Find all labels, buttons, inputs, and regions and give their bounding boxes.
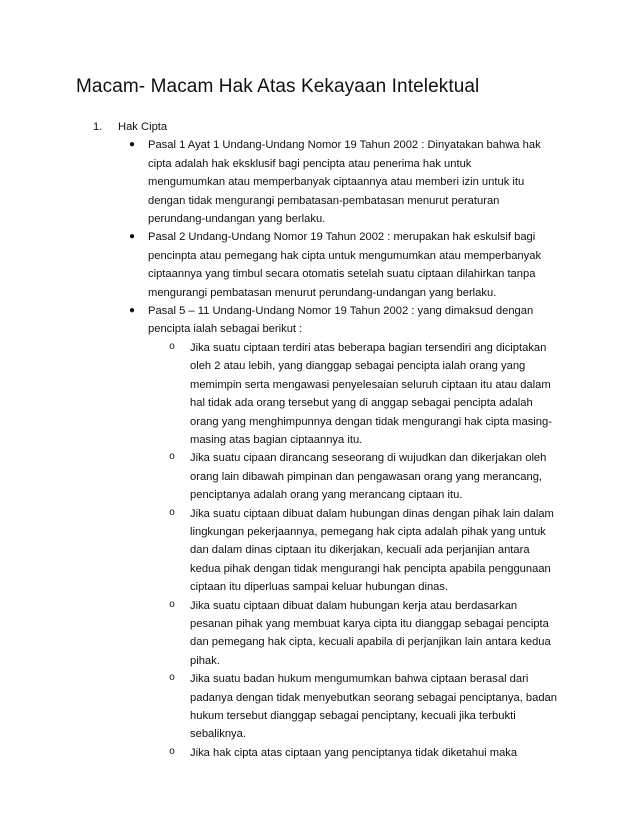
list-item-line: mengurangi pembatasan menurut perundang-undangan yang berlaku.	[148, 286, 497, 299]
circle-bullet-icon: o	[169, 673, 176, 685]
sub-list-item	[169, 339, 570, 449]
sub-list-item-line: Jika suatu ciptaan dibuat dalam hubungan dinas dengan pihak lain dalam	[190, 507, 554, 520]
sub-list-item-line: orang yang menghimpunnya dengan tidak mengurangi hak cipta masing-	[190, 415, 552, 428]
sub-list-item	[169, 449, 570, 504]
sub-list-item-line: orang lain dibawah pimpinan dan pengawasan orang yang merancang,	[190, 470, 543, 483]
list-item-line: Pasal 5 – 11 Undang-Undang Nomor 19 Tahun 2002 : yang dimaksud dengan	[148, 305, 534, 318]
sub-list-item-line: hal tidak ada orang tersebut yang di anggap sebagai pencipta adalah	[190, 397, 533, 410]
sub-list-item-line: hukum tersebut dianggap sebagai penciptany, kecuali jika terbukti	[190, 710, 516, 722]
sub-list-item-line: memimpin serta mengawasi penyelesaian seluruh ciptaan itu atau dalam	[190, 378, 551, 391]
list-item-line: perundang-undangan yang berlaku.	[148, 213, 326, 226]
list-item-line: pencinpta atau pemegang hak cipta untuk mengumumkan atau memperbanyak	[148, 249, 542, 262]
list-item-line: ciptaannya yang timbul secara otomatis setelah suatu ciptaan dilahirkan tanpa	[148, 268, 536, 281]
sub-list-item-line: masing atas bagian ciptaannya itu.	[190, 433, 363, 446]
section-hak-cipta	[93, 118, 558, 136]
sub-list-item-line: dan dalam dinas ciptaan itu dikerjakan, kecuali ada perjanjian antara	[190, 544, 530, 557]
sub-list-item-line: pihak.	[190, 654, 220, 667]
circle-bullet-icon: o	[169, 746, 176, 758]
sub-list-item-line: Jika suatu ciptaan dibuat dalam hubungan kerja atau berdasarkan	[190, 599, 518, 612]
sub-list-item-line: Jika suatu ciptaan terdiri atas beberapa bagian tersendiri ang diciptakan	[190, 341, 547, 354]
sub-list-item-line: Jika suatu cipaan dirancang seseorang di wujudkan dan dikerjakan oleh	[190, 452, 547, 465]
section-heading: Hak Cipta	[118, 121, 168, 133]
bullet-icon: ●	[129, 305, 136, 317]
sub-list-item-line: sebaliknya.	[190, 728, 246, 741]
circle-bullet-icon: o	[169, 599, 176, 611]
bullet-icon: ●	[129, 139, 136, 151]
sub-list-item	[169, 505, 570, 597]
sub-list-item	[169, 744, 570, 762]
circle-bullet-icon: o	[169, 452, 176, 464]
sub-list-item	[169, 597, 570, 671]
list-item	[129, 228, 558, 302]
sub-list-item-line: Jika suatu badan hukum mengumumkan bahwa ciptaan berasal dari	[190, 673, 529, 686]
list-item-line: Pasal 2 Undang-Undang Nomor 19 Tahun 2002 : merupakan hak eskulsif bagi	[148, 231, 536, 244]
list-item	[129, 136, 558, 228]
sub-list-item-line: ciptaan itu diperluas sampai keluar hubungan dinas.	[190, 581, 449, 594]
section-number: 1.	[93, 121, 103, 133]
sub-list-item-line: kedua pihak dengan tidak mengurangi hak pencipta apabila penggunaan	[190, 562, 551, 575]
sub-list-item-line: padanya dengan tidak menyebutkan seorang sebagai penciptanya, badan	[190, 691, 557, 704]
circle-bullet-icon: o	[169, 341, 176, 353]
list-item-line: Pasal 1 Ayat 1 Undang-Undang Nomor 19 Tahun 2002 : Dinyatakan bahwa hak	[148, 139, 541, 152]
sub-list-item	[169, 670, 570, 744]
sub-list-item-line: oleh 2 atau lebih, yang dianggap sebagai pencipta ialah orang yang	[190, 360, 526, 373]
list-item-line: pencipta ialah sebagai berikut :	[148, 323, 303, 336]
document-body	[0, 118, 638, 762]
bullet-icon: ●	[129, 231, 136, 243]
sub-list-item-line: Jika hak cipta atas ciptaan yang penciptanya tidak diketahui maka	[190, 746, 518, 759]
sub-list-item-line: penciptanya adalah orang yang merancang ciptaan itu.	[190, 489, 463, 502]
list-item-line: dengan tidak mengurangi pembatasan-pembatasan menurut peraturan	[148, 194, 500, 207]
page-title: Macam- Macam Hak Atas Kekayaan Intelektual	[76, 76, 480, 97]
circle-bullet-icon: o	[169, 507, 176, 519]
list-item-line: mengumumkan atau memperbanyak ciptaannya atau memberi izin untuk itu	[148, 176, 525, 189]
list-item	[129, 302, 558, 339]
sub-list-item-line: pesanan pihak yang membuat karya cipta itu dianggap sebagai pencipta	[190, 617, 549, 630]
sub-list-item-line: dan pemegang hak cipta, kecuali apabila di perjanjikan lain antara kedua	[190, 636, 551, 649]
sub-list-item-line: lingkungan pekerjaannya, pemegang hak cipta adalah pihak yang untuk	[190, 525, 546, 538]
list-item-line: cipta adalah hak eksklusif bagi pencipta atau penerima hak untuk	[148, 157, 472, 170]
